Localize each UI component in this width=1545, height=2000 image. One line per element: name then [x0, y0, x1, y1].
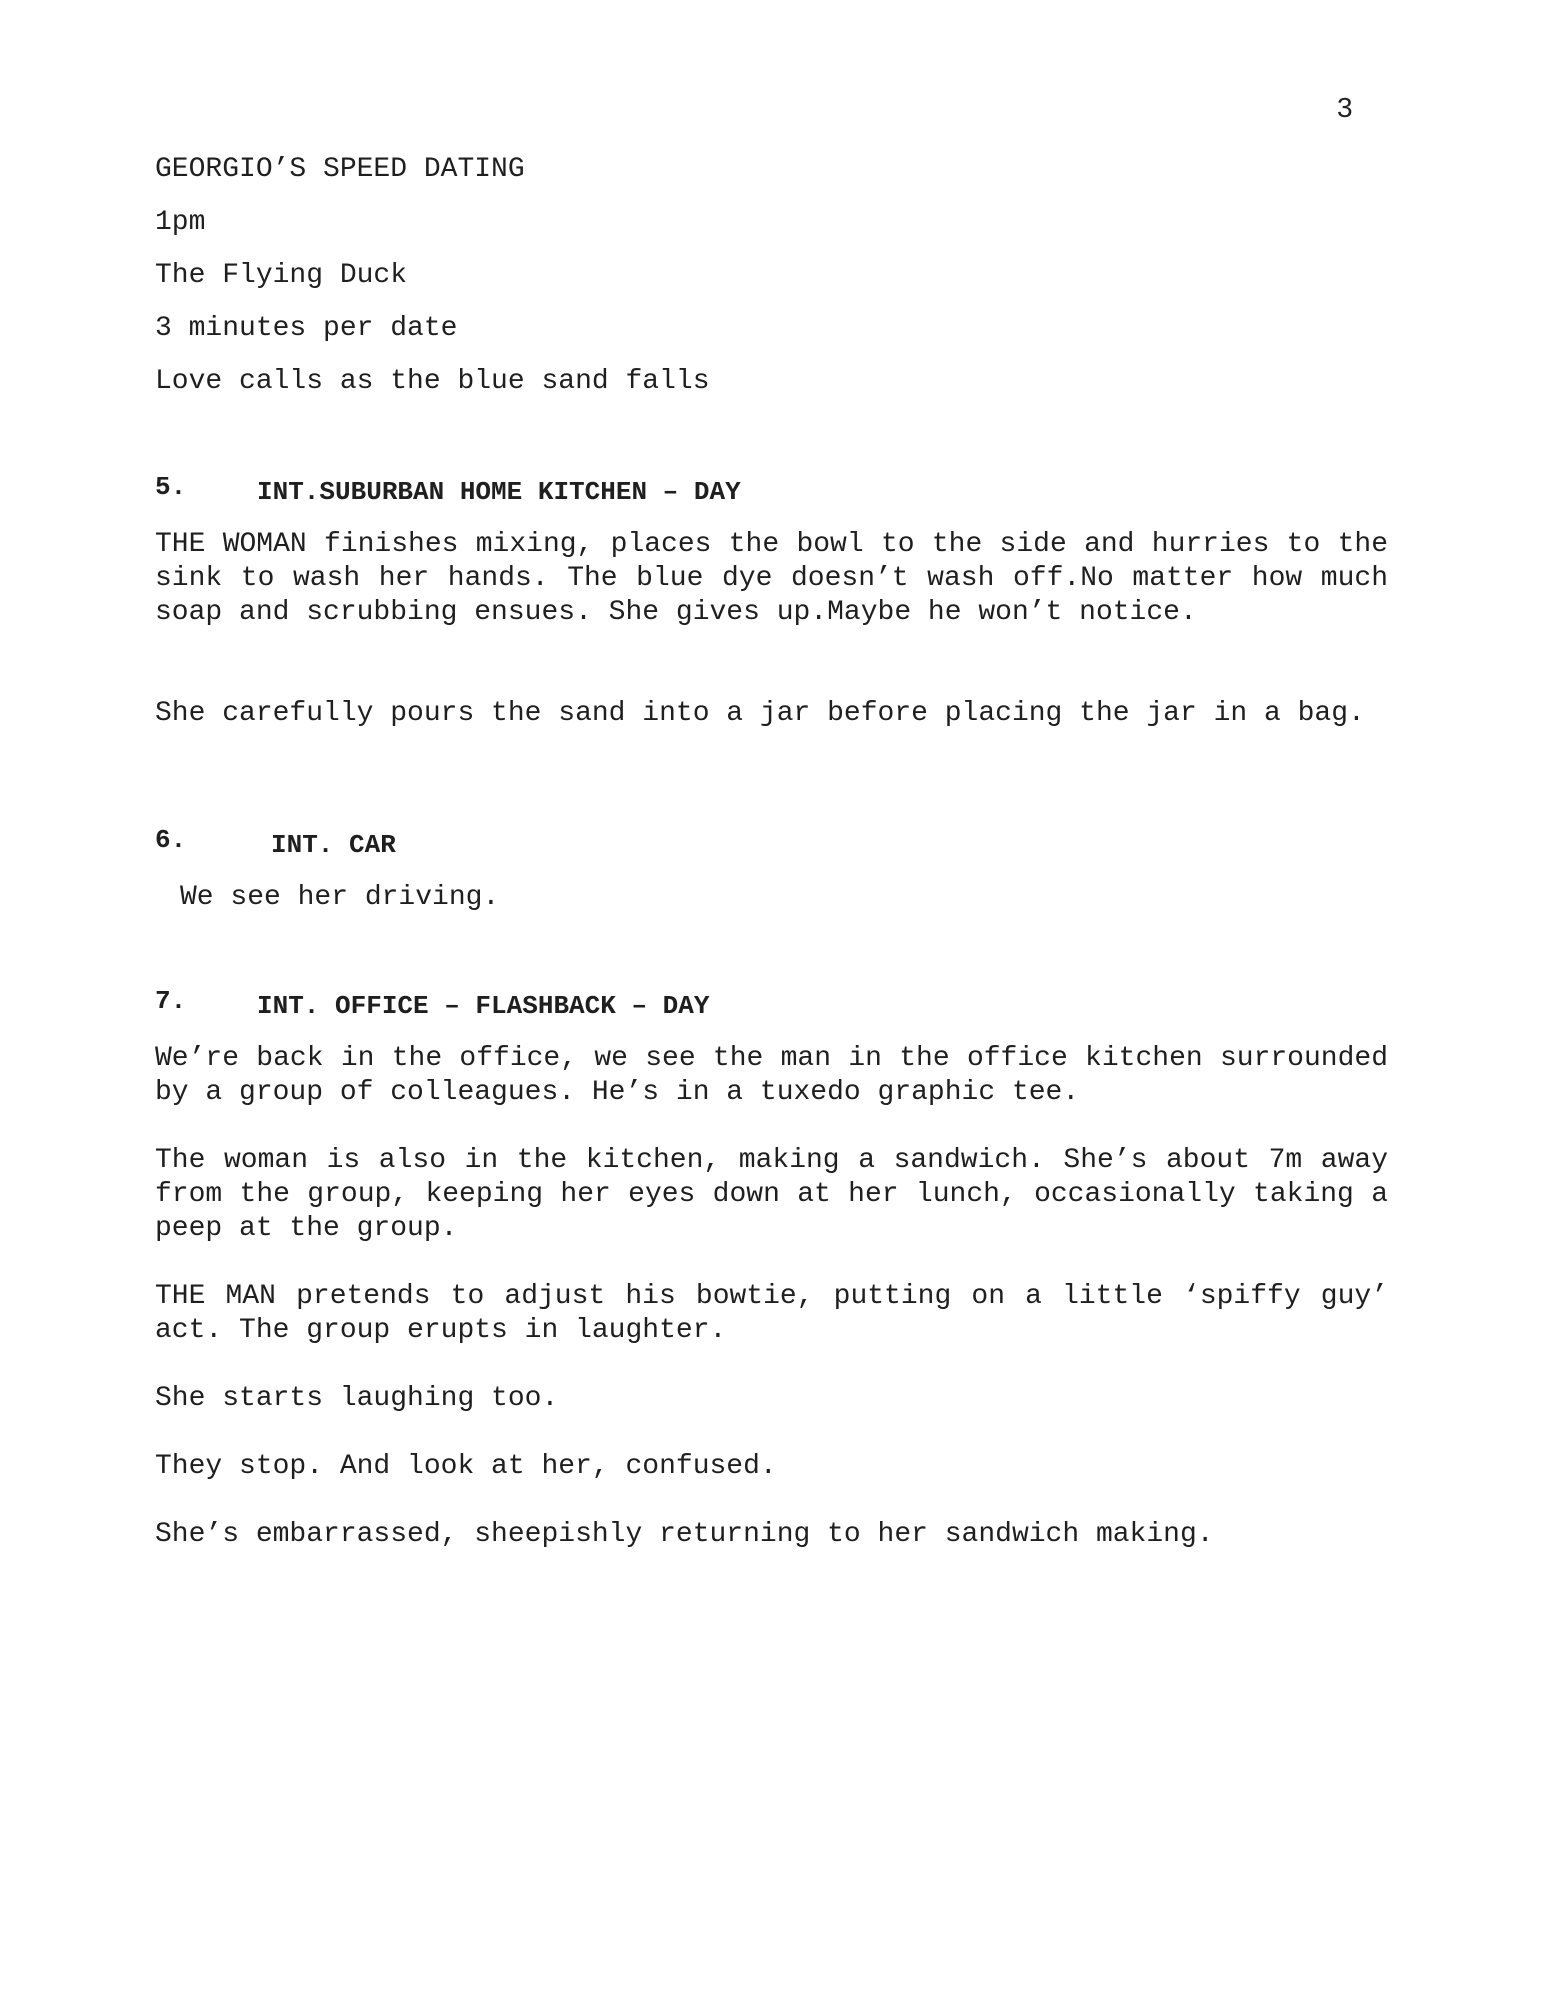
scene-number: 6.	[155, 825, 187, 855]
action-paragraph: The woman is also in the kitchen, making a sandwich. She’s about 7m away from the group, keeping her eyes down at her lunch, occasionally taking a peep at the group.	[155, 1145, 1388, 1244]
flyer-line-time: 1pm	[155, 207, 206, 238]
flyer-line-venue: The Flying Duck	[155, 260, 408, 291]
action-paragraph: She carefully pours the sand into a jar before placing the jar in a bag.	[155, 698, 1365, 729]
action-paragraph: We see her driving.	[180, 882, 500, 913]
scene-number: 5.	[155, 472, 187, 502]
action-paragraph: We’re back in the office, we see the man in the office kitchen surrounded by a group of colleagues. He’s in a tuxedo graphic tee.	[155, 1043, 1388, 1108]
scene-heading: INT.SUBURBAN HOME KITCHEN – DAY	[257, 477, 741, 507]
page-number: 3	[1337, 92, 1353, 123]
action-paragraph: THE MAN pretends to adjust his bowtie, putting on a little ‘spiffy guy’ act. The group erupts in laughter.	[155, 1281, 1388, 1346]
scene-heading: INT. CAR	[271, 830, 396, 860]
action-paragraph: They stop. And look at her, confused.	[155, 1451, 777, 1482]
scene-number: 7.	[155, 986, 187, 1016]
flyer-line-title: GEORGIO’S SPEED DATING	[155, 154, 525, 185]
scene-heading: INT. OFFICE – FLASHBACK – DAY	[257, 991, 710, 1021]
action-paragraph: She starts laughing too.	[155, 1383, 559, 1414]
action-paragraph: THE WOMAN finishes mixing, places the bowl to the side and hurries to the sink to wash her hands. The blue dye doesn’t wash off.No matter how much soap and scrubbing ensues. She gives up.Maybe he won’t notice.	[155, 529, 1388, 628]
flyer-line-tagline: Love calls as the blue sand falls	[155, 366, 710, 397]
flyer-line-duration: 3 minutes per date	[155, 313, 458, 344]
action-paragraph: She’s embarrassed, sheepishly returning to her sandwich making.	[155, 1519, 1214, 1550]
